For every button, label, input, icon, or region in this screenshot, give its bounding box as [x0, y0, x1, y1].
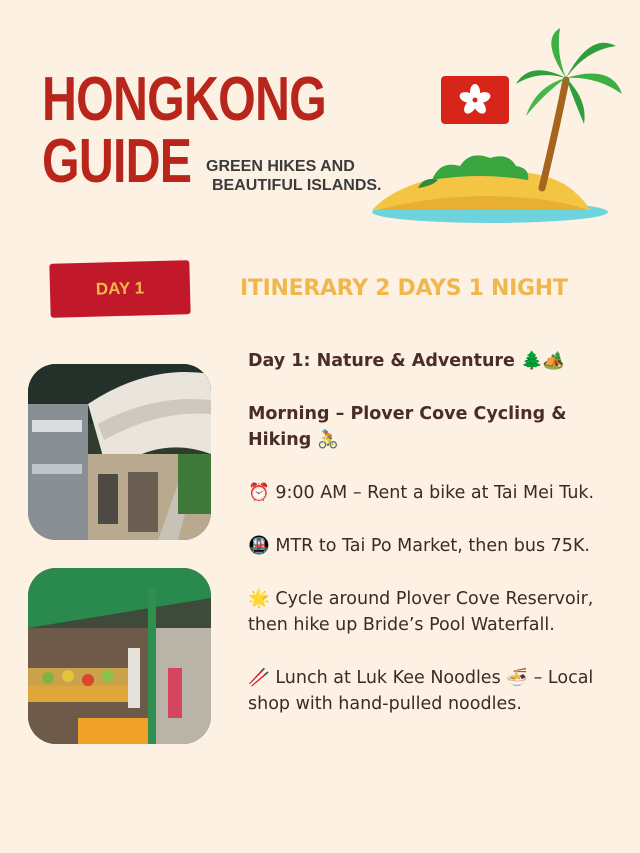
day-heading: Day 1: Nature & Adventure 🌲🏕️	[248, 351, 565, 371]
subtitle-line-1: GREEN HIKES AND	[206, 158, 355, 175]
itinerary-item: 🌟 Cycle around Plover Cove Reservoir, then hike up Bride’s Pool Waterfall.	[248, 589, 594, 635]
day-badge	[49, 260, 190, 318]
itinerary-item: 🥢 Lunch at Luk Kee Noodles 🍜 – Local shop with hand-pulled noodles.	[248, 668, 594, 714]
title-line-1: HONGKONG	[42, 65, 326, 134]
subtitle-line-2: BEAUTIFUL ISLANDS.	[212, 177, 382, 194]
itinerary-item: 🚇 MTR to Tai Po Market, then bus 75K.	[248, 536, 590, 556]
itinerary-item: ⏰ 9:00 AM – Rent a bike at Tai Mei Tuk.	[248, 483, 595, 503]
day-badge-label: DAY 1	[95, 278, 145, 299]
itinerary-title: ITINERARY 2 DAYS 1 NIGHT	[240, 276, 568, 301]
itinerary-content	[248, 348, 628, 744]
title-line-2: GUIDE	[42, 127, 192, 196]
morning-heading: Morning – Plover Cove Cycling & Hiking 🚴	[248, 404, 567, 450]
mall-photo	[28, 364, 211, 540]
market-photo	[28, 568, 211, 744]
island-palm-tree-illustration	[360, 20, 640, 230]
